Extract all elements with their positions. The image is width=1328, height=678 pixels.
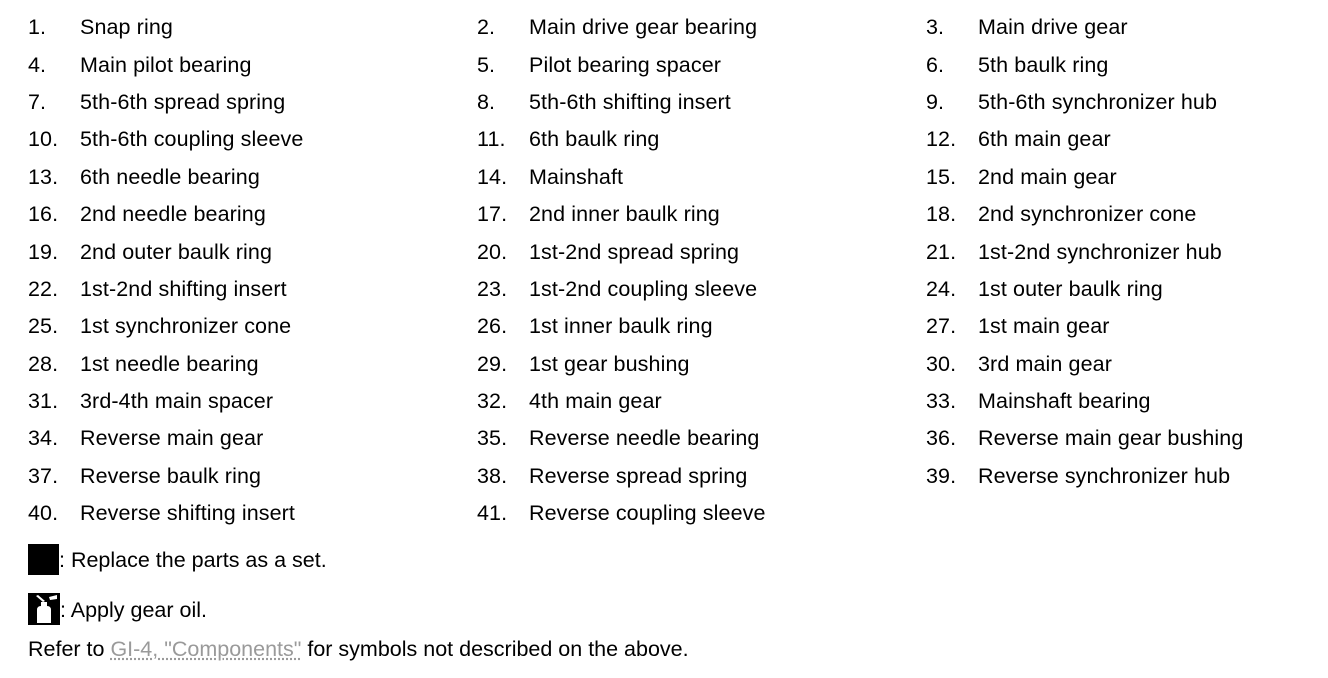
part-number: 36.	[926, 426, 957, 451]
part-name: 3rd main gear	[978, 351, 1112, 376]
part-item	[28, 84, 477, 121]
part-name: 1st synchronizer cone	[80, 314, 292, 339]
part-name: 1st main gear	[978, 314, 1110, 339]
part-name: 1st-2nd shifting insert	[80, 276, 287, 301]
part-name: 5th-6th shifting insert	[529, 89, 731, 114]
part-item	[28, 308, 477, 345]
part-item	[28, 159, 477, 196]
part-number: 32.	[477, 389, 508, 414]
part-item	[28, 458, 477, 495]
part-number: 27.	[926, 314, 957, 339]
part-item	[926, 46, 1318, 83]
part-item	[477, 196, 926, 233]
part-item	[28, 420, 477, 457]
part-number: 30.	[926, 351, 957, 376]
part-number: 7.	[28, 89, 47, 114]
part-name: Reverse coupling sleeve	[529, 501, 766, 526]
part-number: 25.	[28, 314, 59, 339]
part-name: Main pilot bearing	[80, 52, 252, 77]
parts-list	[28, 9, 1318, 532]
part-number: 34.	[28, 426, 59, 451]
legend-oil-text: : Apply gear oil.	[60, 598, 208, 622]
part-item	[28, 346, 477, 383]
part-name: 1st needle bearing	[80, 351, 259, 376]
reference-note	[28, 637, 689, 662]
part-number: 26.	[477, 314, 508, 339]
part-number: 28.	[28, 351, 59, 376]
part-number: 20.	[477, 239, 508, 264]
part-number: 13.	[28, 164, 59, 189]
part-number: 15.	[926, 164, 957, 189]
part-name: Reverse spread spring	[529, 463, 748, 488]
part-item	[926, 84, 1318, 121]
part-name: Reverse synchronizer hub	[978, 463, 1231, 488]
part-name: Reverse baulk ring	[80, 463, 262, 488]
part-item	[28, 9, 477, 46]
part-item	[477, 308, 926, 345]
part-number: 24.	[926, 276, 957, 301]
part-number: 10.	[28, 127, 59, 152]
part-number: 16.	[28, 202, 59, 227]
part-name: Reverse needle bearing	[529, 426, 760, 451]
part-number: 11.	[477, 127, 506, 152]
part-number: 17.	[477, 202, 508, 227]
part-item	[477, 495, 926, 532]
legend-set-item	[28, 543, 327, 575]
part-name: 1st outer baulk ring	[978, 276, 1163, 301]
part-name: Main drive gear	[978, 15, 1128, 40]
part-item	[28, 271, 477, 308]
reference-suffix: for symbols not described on the above.	[301, 637, 689, 661]
part-name: Reverse main gear bushing	[978, 426, 1244, 451]
part-number: 33.	[926, 389, 957, 414]
part-item	[477, 84, 926, 121]
part-number: 39.	[926, 463, 957, 488]
part-name: 3rd-4th main spacer	[80, 389, 274, 414]
part-number: 37.	[28, 463, 59, 488]
part-number: 18.	[926, 202, 957, 227]
part-name: 1st inner baulk ring	[529, 314, 713, 339]
part-item	[477, 46, 926, 83]
part-item	[28, 196, 477, 233]
part-item	[477, 233, 926, 270]
oil-can-icon	[28, 593, 60, 625]
part-name: 5th-6th coupling sleeve	[80, 127, 304, 152]
part-number: 1.	[28, 15, 47, 40]
part-name: 2nd outer baulk ring	[80, 239, 273, 264]
part-name: 1st-2nd spread spring	[529, 239, 740, 264]
part-number: 41.	[477, 501, 508, 526]
part-number: 21.	[926, 239, 957, 264]
part-item	[926, 9, 1318, 46]
part-name: Pilot bearing spacer	[529, 52, 722, 77]
part-item	[926, 233, 1318, 270]
part-number: 9.	[926, 89, 945, 114]
part-number: 5.	[477, 52, 496, 77]
part-item	[926, 420, 1318, 457]
part-name: 2nd main gear	[978, 164, 1117, 189]
part-number: 14.	[477, 164, 508, 189]
part-name: 6th main gear	[978, 127, 1111, 152]
part-name: 1st-2nd synchronizer hub	[978, 239, 1222, 264]
part-number: 6.	[926, 52, 945, 77]
part-name: 2nd inner baulk ring	[529, 202, 720, 227]
part-name: 5th baulk ring	[978, 52, 1109, 77]
part-name: Mainshaft bearing	[978, 389, 1151, 414]
part-name: Snap ring	[80, 15, 173, 40]
part-item	[477, 9, 926, 46]
part-name: Reverse main gear	[80, 426, 264, 451]
part-number: 23.	[477, 276, 508, 301]
part-name: 1st-2nd coupling sleeve	[529, 276, 758, 301]
part-number: 40.	[28, 501, 59, 526]
part-item	[477, 346, 926, 383]
part-item	[477, 383, 926, 420]
legend-oil-item	[28, 590, 207, 625]
part-name: 6th needle bearing	[80, 164, 260, 189]
part-name: 2nd needle bearing	[80, 202, 266, 227]
components-link[interactable]: GI-4, "Components"	[110, 637, 302, 661]
part-item	[926, 308, 1318, 345]
part-item	[28, 121, 477, 158]
part-number: 22.	[28, 276, 59, 301]
part-name: Mainshaft	[529, 164, 624, 189]
part-item	[477, 271, 926, 308]
part-item	[28, 233, 477, 270]
part-name: Main drive gear bearing	[529, 15, 758, 40]
part-item	[28, 495, 477, 532]
black-square-icon	[28, 544, 59, 575]
part-name: 5th-6th synchronizer hub	[978, 89, 1218, 114]
part-number: 2.	[477, 15, 496, 40]
part-item	[926, 159, 1318, 196]
part-number: 12.	[926, 127, 957, 152]
part-item	[926, 271, 1318, 308]
part-number: 19.	[28, 239, 59, 264]
part-item	[28, 383, 477, 420]
part-item	[477, 121, 926, 158]
reference-prefix: Refer to	[28, 637, 111, 661]
part-number: 8.	[477, 89, 496, 114]
part-item	[926, 121, 1318, 158]
part-number: 4.	[28, 52, 47, 77]
part-name: 2nd synchronizer cone	[978, 202, 1197, 227]
part-name: 6th baulk ring	[529, 127, 660, 152]
part-item	[28, 46, 477, 83]
legend-set-text: : Replace the parts as a set.	[59, 548, 327, 572]
part-number: 31.	[28, 389, 59, 414]
part-name: 1st gear bushing	[529, 351, 690, 376]
part-number: 3.	[926, 15, 945, 40]
part-number: 35.	[477, 426, 508, 451]
part-name: 4th main gear	[529, 389, 662, 414]
part-item	[926, 383, 1318, 420]
part-item	[477, 159, 926, 196]
part-number: 29.	[477, 351, 508, 376]
part-item	[926, 458, 1318, 495]
part-name: Reverse shifting insert	[80, 501, 296, 526]
part-number: 38.	[477, 463, 508, 488]
part-item	[926, 196, 1318, 233]
part-item	[477, 458, 926, 495]
part-name: 5th-6th spread spring	[80, 89, 286, 114]
part-item	[926, 346, 1318, 383]
part-item	[477, 420, 926, 457]
